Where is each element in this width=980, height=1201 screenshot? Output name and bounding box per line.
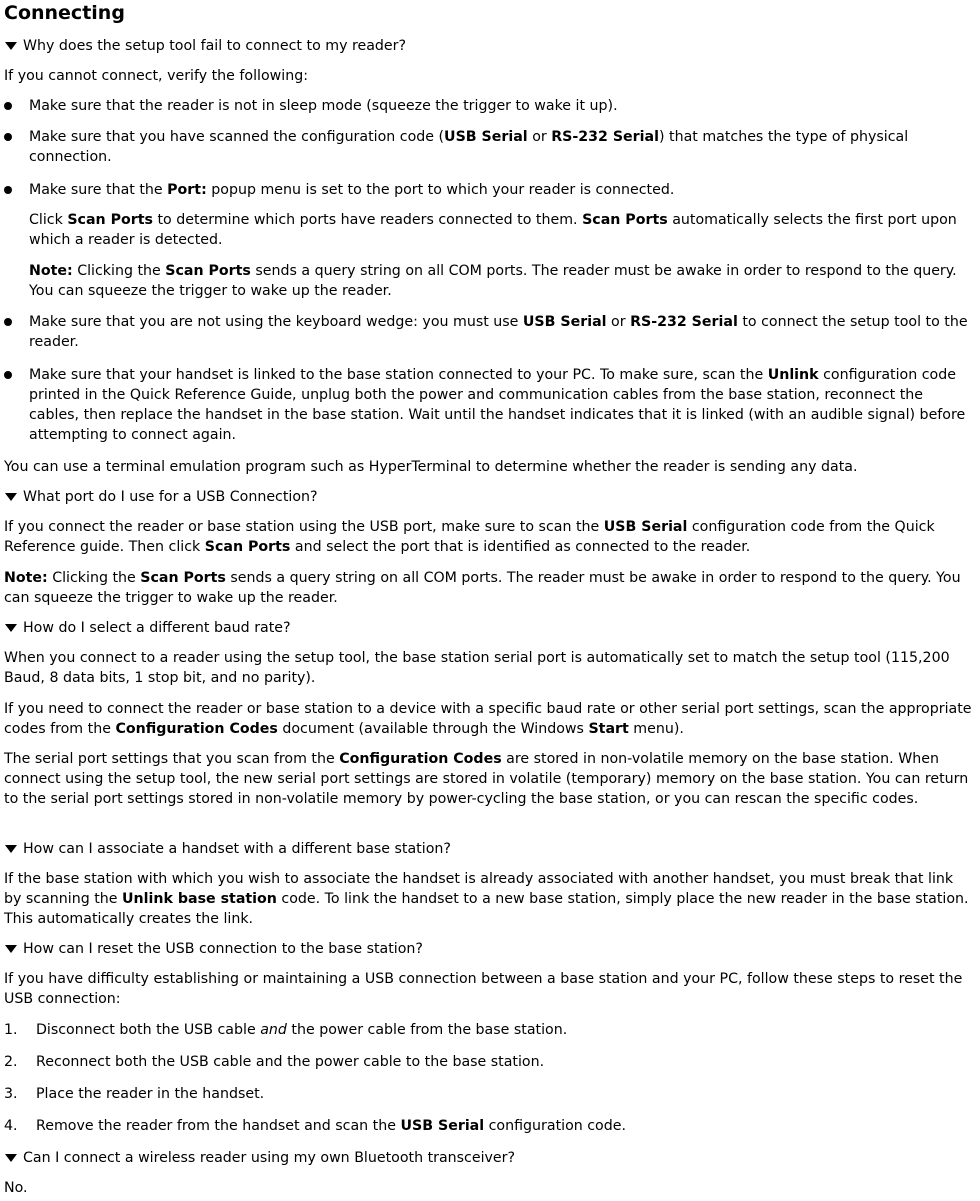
paragraph: The serial port settings that you scan from the Configuration Codes are stored in non-volatile memory on the base station. When connect using the setup tool, the new serial port settings are stored in volatile (temporary) memory on the base station. You can return to the serial port settings stored in non-volatile memory by power-cycling the base station, or you can rescan the specific codes. — [4, 751, 969, 807]
faq-question: How can I reset the USB connection to the base station? — [23, 941, 423, 957]
faq-toggle-associate-handset[interactable] — [4, 839, 451, 859]
faq-toggle-reset-usb[interactable] — [4, 939, 423, 959]
list-item: Make sure that you are not using the keyboard wedge: you must use USB Serial or RS-232 Serial to connect the setup tool to the reader. — [29, 314, 968, 350]
faq-toggle-usb-port[interactable] — [4, 487, 318, 507]
expand-triangle-icon — [5, 42, 17, 50]
expand-triangle-icon — [5, 493, 17, 501]
note-paragraph: Note: Clicking the Scan Ports sends a query string on all COM ports. The reader must be awake in order to respond to the query. You can squeeze the trigger to wake up the reader. — [4, 570, 961, 606]
faq-question: Can I connect a wireless reader using my own Bluetooth transceiver? — [23, 1150, 516, 1166]
bullet-icon — [4, 102, 12, 110]
expand-triangle-icon — [5, 945, 17, 953]
expand-triangle-icon — [5, 624, 17, 632]
list-item: Make sure that the Port: popup menu is set to the port to which your reader is connected. — [29, 182, 675, 198]
faq-toggle-setup-fail[interactable] — [4, 36, 406, 56]
list-item: Make sure that you have scanned the configuration code (USB Serial or RS-232 Serial) that matches the type of physical connection. — [29, 129, 909, 165]
list-item: Make sure that your handset is linked to the base station connected to your PC. To make sure, scan the Unlink configuration code printed in the Quick Reference Guide, unplug both the power and communication cables from the base station, reconnect the cables, then replace the handset in the base station. Wait until the handset indicates that it is linked (with an audible signal) before attempting to connect again. — [29, 367, 966, 443]
note-paragraph: Note: Clicking the Scan Ports sends a query string on all COM ports. The reader must be awake in order to respond to the query. You can squeeze the trigger to wake up the reader. — [29, 263, 957, 299]
paragraph: Click Scan Ports to determine which ports have readers connected to them. Scan Ports automatically selects the first port upon which a reader is detected. — [29, 212, 957, 248]
faq-question: How can I associate a handset with a different base station? — [23, 841, 451, 857]
paragraph: When you connect to a reader using the setup tool, the base station serial port is automatically set to match the setup tool (115,200 Baud, 8 data bits, 1 stop bit, and no parity). — [4, 650, 950, 686]
paragraph: If you need to connect the reader or base station to a device with a specific baud rate or other serial port settings, scan the appropriate codes from the Configuration Codes document (available through the Windows Start menu). — [4, 701, 972, 737]
paragraph: You can use a terminal emulation program such as HyperTerminal to determine whether the reader is sending any data. — [4, 459, 858, 475]
bullet-icon — [4, 318, 12, 326]
expand-triangle-icon — [5, 1154, 17, 1162]
faq-question: Why does the setup tool fail to connect to my reader? — [23, 38, 407, 54]
paragraph: If you connect the reader or base station using the USB port, make sure to scan the USB Serial configuration code from the Quick Reference guide. Then click Scan Ports and select the port that is identified as connected to the reader. — [4, 519, 935, 555]
faq-toggle-baud-rate[interactable] — [4, 618, 291, 638]
page-title: Connecting — [4, 2, 125, 24]
list-item: Make sure that the reader is not in sleep mode (squeeze the trigger to wake it up). — [29, 98, 618, 114]
bullet-icon — [4, 133, 12, 141]
expand-triangle-icon — [5, 845, 17, 853]
bullet-icon — [4, 371, 12, 379]
faq-question: What port do I use for a USB Connection? — [23, 489, 318, 505]
paragraph: If you have difficulty establishing or maintaining a USB connection between a base station and your PC, follow these steps to reset the USB connection: — [4, 971, 963, 1007]
paragraph: If you cannot connect, verify the following: — [4, 68, 308, 84]
paragraph: No. — [4, 1180, 28, 1196]
faq-question: How do I select a different baud rate? — [23, 620, 291, 636]
paragraph: If the base station with which you wish to associate the handset is already associated with another handset, you must break that link by scanning the Unlink base station code. To link the handset to a new base station, simply place the new reader in the base station. This automatically creates the link. — [4, 871, 969, 927]
bullet-icon — [4, 186, 12, 194]
faq-toggle-bluetooth[interactable] — [4, 1148, 515, 1168]
